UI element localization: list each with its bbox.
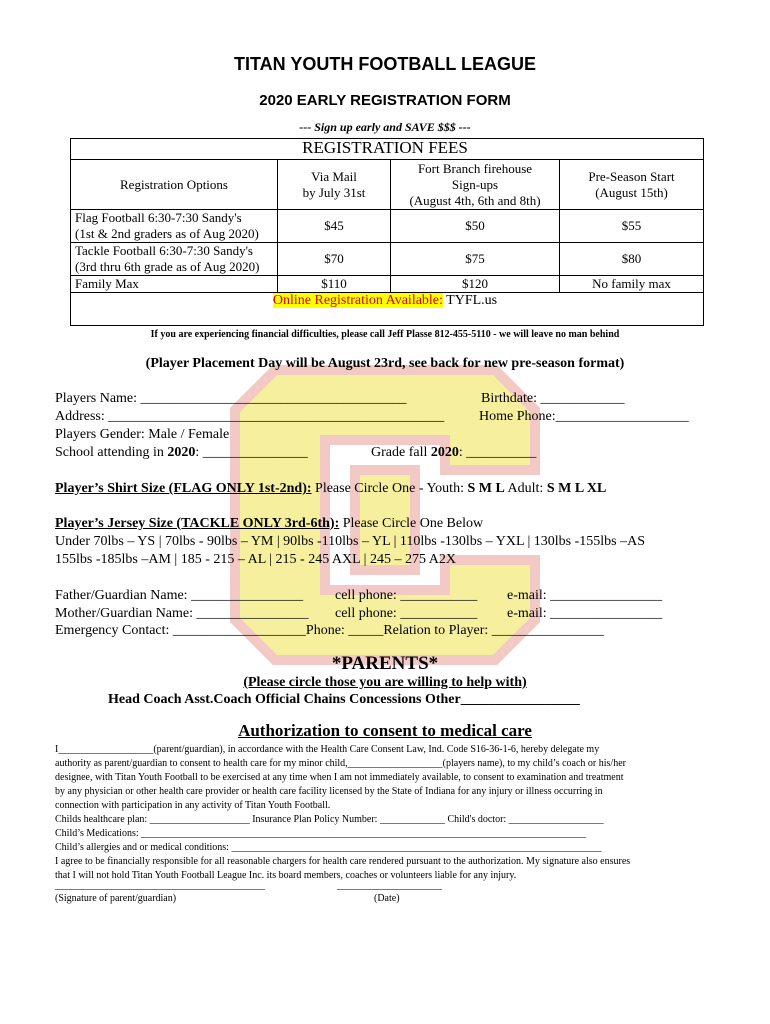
father-email-field[interactable]: e-mail: ________________ [507, 588, 663, 603]
online-registration [0, 293, 770, 309]
signature-label: (Signature of parent/guardian) [55, 893, 177, 904]
medications-field[interactable]: Child’s Medications: _________________________________________________________________________________________ [55, 828, 587, 839]
volunteer-roles[interactable]: Head Coach Asst.Coach Official Chains Concessions Other_________________ [108, 692, 580, 707]
gender-field[interactable]: Players Gender: Male / Female [55, 427, 230, 442]
consent-line: I agree to be financially responsible for all reasonable chargers for health care rendered pursuant to the authorization. My signature also ensures [55, 856, 631, 867]
financial-notice: If you are experiencing financial difficulties, please call Jeff Plasse 812-455-5110 - we will leave no man behind [150, 329, 620, 340]
medical-consent-heading: Authorization to consent to medical care [238, 721, 532, 740]
consent-line: connection with participation in any activity of Titan Youth Football. [55, 800, 331, 811]
father-name-field[interactable]: Father/Guardian Name: ________________ [55, 588, 304, 603]
fee-cell: $80 [560, 243, 704, 276]
shirt-size-row[interactable]: Player’s Shirt Size (FLAG ONLY 1st-2nd): Please Circle One - Youth: S M L Adult: S M L XL [55, 481, 607, 496]
date-label: (Date) [374, 893, 400, 904]
consent-line[interactable]: I___________________(parent/guardian), in accordance with the Health Care Consent Law, Ind. Code S16-36-1-6, hereby delegate my [55, 744, 600, 755]
address-field[interactable]: Address: ________________________________________________ [55, 409, 445, 424]
shirt-size-label: Player’s Shirt Size (FLAG ONLY 1st-2nd): [55, 481, 312, 496]
father-cell-field[interactable]: cell phone: ___________ [335, 588, 478, 603]
table-row [71, 210, 704, 243]
online-link[interactable]: TYFL.us [446, 293, 498, 308]
fee-cell: $120 [391, 276, 560, 293]
birthdate-field[interactable]: Birthdate: ____________ [481, 391, 625, 406]
mother-cell-field[interactable]: cell phone: ___________ [335, 606, 478, 621]
consent-line[interactable]: authority as parent/guardian to consent to health care for my minor child,___________________(players name), to my child’s coach or his/her [55, 758, 626, 769]
school-field[interactable]: School attending in 2020: _______________ [55, 445, 308, 460]
fee-cell: No family max [560, 276, 704, 293]
online-label: Online Registration Available: [272, 293, 443, 308]
consent-line: designee, with Titan Youth Football to be exercised at any time when I am not immediately available, to consent to examination and treatment [55, 772, 624, 783]
parents-instruction: (Please circle those you are willing to help with) [243, 675, 527, 690]
fees-table [70, 159, 704, 293]
option-label: Family Max [71, 276, 278, 293]
consent-line: that I will not hold Titan Youth Football League Inc. its board members, coaches or volunteers liable for any injury. [55, 870, 517, 881]
date-line[interactable]: _____________________ [337, 880, 442, 891]
parents-heading: *PARENTS* [331, 653, 439, 674]
preseason-header: Pre-Season Start (August 15th) [560, 160, 704, 210]
jersey-sizes-line1[interactable]: Under 70lbs – YS | 70lbs - 90lbs – YM | 90lbs -110lbs – YL | 110lbs -130lbs – YXL | 130lbs -155lbs –AS [55, 534, 646, 549]
mother-email-field[interactable]: e-mail: ________________ [507, 606, 663, 621]
consent-line: by any physician or other health care provider or health care facility licensed by the State of Indiana for any injury or illness occurring in [55, 786, 603, 797]
fee-cell: $75 [391, 243, 560, 276]
option-label: Flag Football 6:30-7:30 Sandy's (1st & 2nd graders as of Aug 2020) [71, 210, 278, 243]
jersey-sizes-line2[interactable]: 155lbs -185lbs –AM | 185 - 215 – AL | 215 - 245 AXL | 245 – 275 A2X [55, 552, 456, 567]
fee-cell: $45 [278, 210, 391, 243]
option-label: Tackle Football 6:30-7:30 Sandy's (3rd thru 6th grade as of Aug 2020) [71, 243, 278, 276]
fee-cell: $110 [278, 276, 391, 293]
fee-cell: $70 [278, 243, 391, 276]
league-title: TITAN YOUTH FOOTBALL LEAGUE [234, 54, 536, 74]
mother-name-field[interactable]: Mother/Guardian Name: ________________ [55, 606, 309, 621]
emergency-contact-field[interactable]: Emergency Contact: ___________________Phone: _____Relation to Player: ________________ [55, 623, 604, 638]
placement-note: (Player Placement Day will be August 23rd, see back for new pre-season format) [145, 356, 625, 371]
form-title: 2020 EARLY REGISTRATION FORM [259, 92, 511, 109]
slogan: --- Sign up early and SAVE $$$ --- [299, 120, 471, 134]
fee-cell: $55 [560, 210, 704, 243]
options-header: Registration Options [71, 160, 278, 210]
fee-cell: $50 [391, 210, 560, 243]
home-phone-field[interactable]: Home Phone:___________________ [479, 409, 689, 424]
signature-line[interactable]: __________________________________________ [55, 880, 265, 891]
mail-header: Via Mail by July 31st [278, 160, 391, 210]
healthcare-plan-field[interactable]: Childs healthcare plan: ____________________ Insurance Plan Policy Number: _____________ Child's doctor: ___________________ [55, 814, 604, 825]
jersey-size-header: Player’s Jersey Size (TACKLE ONLY 3rd-6th): Please Circle One Below [55, 516, 484, 531]
table-row [71, 243, 704, 276]
grade-field[interactable]: Grade fall 2020: __________ [371, 445, 537, 460]
player-name-field[interactable]: Players Name: ______________________________________ [55, 391, 407, 406]
fees-heading: REGISTRATION FEES [302, 138, 468, 157]
allergies-field[interactable]: Child’s allergies and or medical conditions: __________________________________________________________________________ [55, 842, 602, 853]
firehouse-header: Fort Branch firehouse Sign-ups (August 4th, 6th and 8th) [391, 160, 560, 210]
table-row [71, 276, 704, 293]
